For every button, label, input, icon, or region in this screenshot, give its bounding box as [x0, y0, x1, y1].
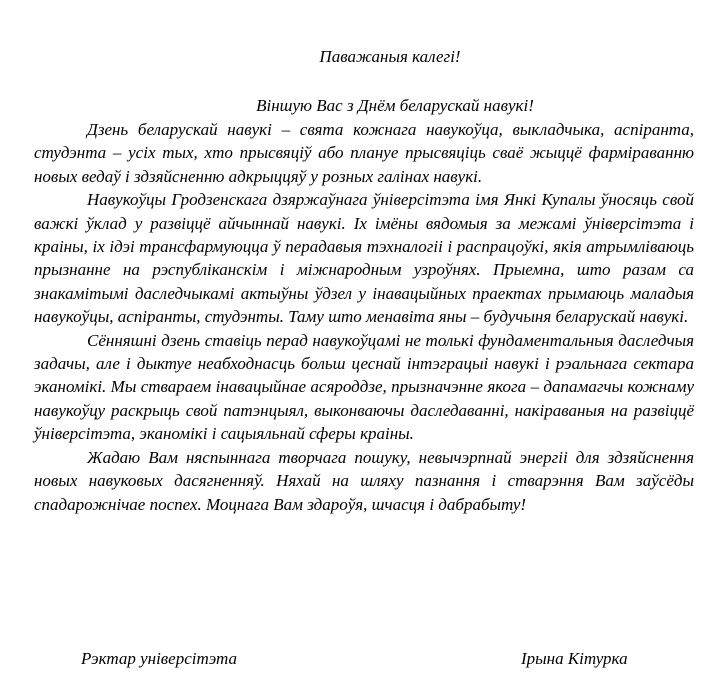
- letter-subheading: Віншую Вас з Днём беларускай навукі!: [256, 96, 534, 115]
- letter-body: [34, 118, 694, 516]
- signature-block: [0, 648, 722, 672]
- paragraph-integration: Сённяшні дзень ставіць перад навукоўцамі не толькі фундаментальныя даследчыя задачы, але і дыктуе неабходнасць больш цеснай інтэграцыі навукі і рэальнага сектара эканомікі. Мы ствараем інавацыйнае асяроддзе, прызначэнне якога – дапамагчы кожнаму навукоўцу раскрыць свой патэнцыял, выконваючы даследаванні, накіраваныя на развіццё ўніверсітэта, эканомікі і сацыяльнай сферы краіны.: [34, 330, 694, 444]
- signature-name: Ірына Кітурка: [521, 649, 628, 668]
- paragraph-university-scientists: Навукоўцы Гродзенскага дзяржаўнага ўніверсітэта імя Янкі Купалы ўносяць свой важкі ўклад у развіццё айчыннай навукі. Іх імёны вядомыя за межамі ўніверсітэта і краіны, іх ідэі трансфармуюцца ў перадавыя тэхналогіі і распрацоўкі, якія атрымліваюць прызнанне на рэспубліканскім і міжнародным узроўнях. Прыемна, што разам са знакамітымі даследчыкамі актыўны ўдзел у інавацыйных праектах прымаюць маладыя навукоўцы, аспіранты, студэнты. Таму што менавіта яны – будучыня беларускай навукі.: [34, 190, 694, 327]
- paragraph-science-day: Дзень беларускай навукі – свята кожнага навукоўца, выкладчыка, аспіранта, студэнта – усіх тых, хто прысвяціў або плануе прысвяціць сваё жыццё фарміраванню новых ведаў і здзяйсненню адкрыццяў у розных галінах навукі.: [34, 120, 694, 186]
- letter-greeting: Паважаныя калегі!: [319, 47, 461, 66]
- signature-title: Рэктар універсітэта: [81, 649, 238, 668]
- paragraph-wishes: Жадаю Вам няспыннага творчага пошуку, невычэрпнай энергіі для здзяйснення новых навуковых дасягненняў. Няхай на шляху пазнання і стварэння Вам заўсёды спадарожнічае поспех. Моцнага Вам здароўя, шчасця і дабрабыту!: [34, 447, 694, 514]
